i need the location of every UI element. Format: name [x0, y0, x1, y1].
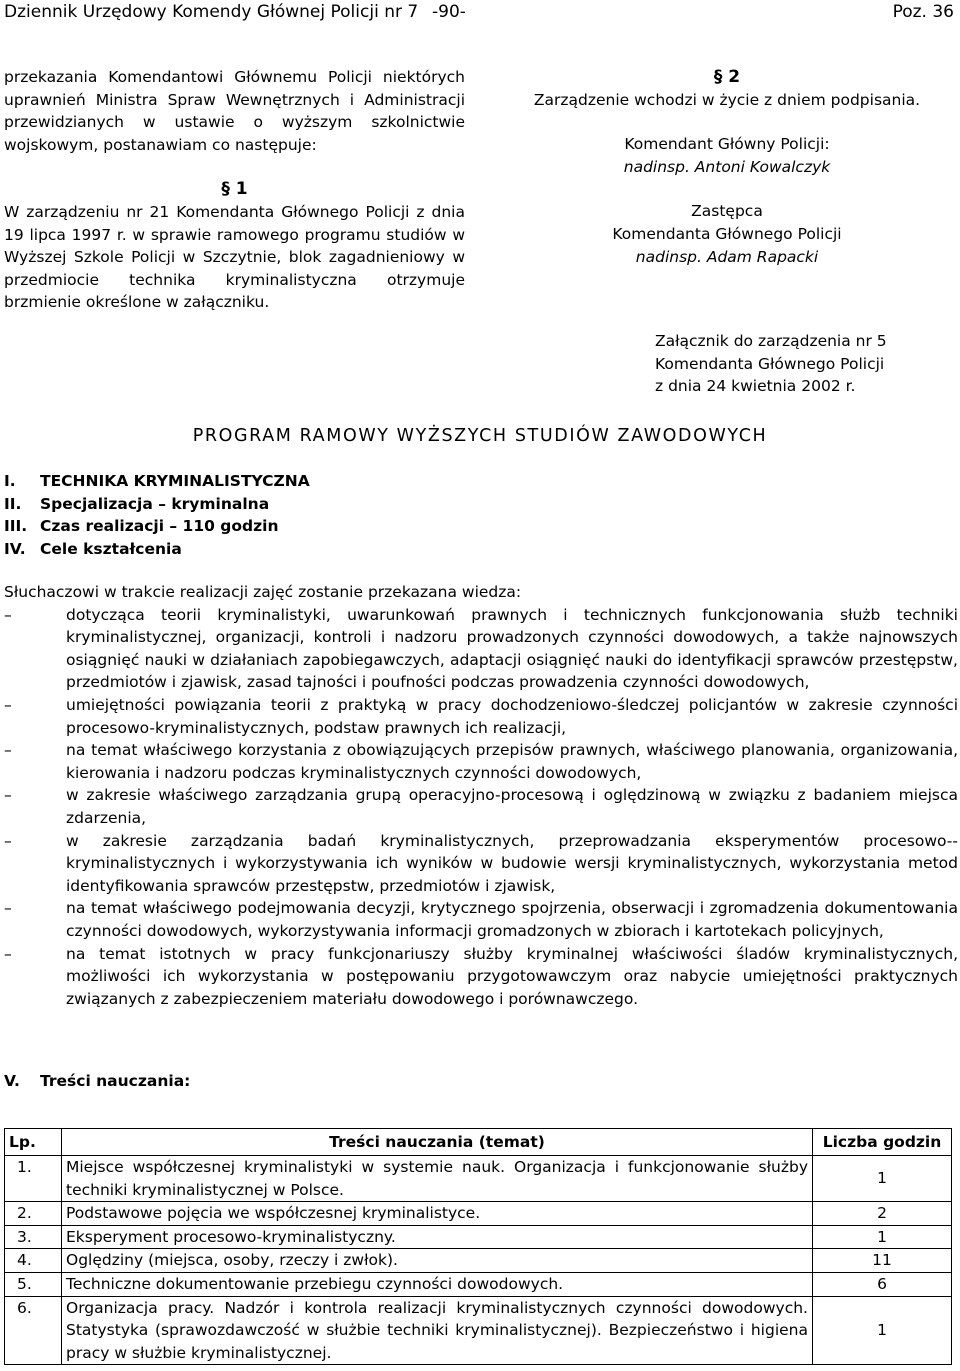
outline-text: Cele kształcenia [40, 539, 182, 558]
section-1-text: W zarządzeniu nr 21 Komendanta Głównego Policji z dnia 19 lipca 1997 r. w sprawie ramowego programu studiów w Wyższej Szkole Policji w Szczytnie, blok zagadnieniowy w przedmiocie technika kryminalistyczna otrzymuje brzmienie określone w załączniku. [4, 202, 465, 312]
right-column [498, 66, 956, 268]
table-row [5, 1272, 952, 1296]
table-header-row [5, 1129, 952, 1156]
outline-number: IV. [4, 539, 26, 558]
row-lp: 2. [5, 1202, 62, 1226]
outline-item [4, 538, 310, 561]
row-lp: 3. [5, 1225, 62, 1249]
table-row [5, 1156, 952, 1202]
outline-item [4, 470, 310, 493]
list-item-text: w zakresie zarządzania badań kryminalistycznych, przeprowadzania eksperymentów procesowo--kryminalistycznych i wykorzystywania ich wyników w budowie wersji kryminalistycznych, wykorzystania metod identyfikowania sprawców przestępstw, przedmiotów i zjawisk, [66, 831, 958, 895]
table-row [5, 1249, 952, 1273]
curriculum-table [4, 1128, 952, 1365]
row-topic: Podstawowe pojęcia we współczesnej kryminalistyce. [62, 1202, 813, 1226]
learning-goals [4, 581, 958, 1010]
list-item-text: w zakresie właściwego zarządzania grupą operacyjno-procesową i oględzinową w związku z badaniem miejsca zdarzenia, [66, 786, 958, 827]
row-hours: 6 [813, 1272, 952, 1296]
section-5-number: V. [4, 1072, 20, 1090]
dash-bullet: – [4, 605, 12, 624]
program-outline [4, 470, 310, 560]
annex-line-1: Załącznik do zarządzenia nr 5 [655, 332, 887, 350]
intro-paragraph: przekazania Komendantowi Głównemu Policji niektórych uprawnień Ministra Spraw Wewnętrznych i Administracji przewidzianych w ustawie o wyższym szkolnictwie wojskowym, postanawiam co następuje: [4, 68, 465, 154]
header-lp: Lp. [5, 1129, 62, 1156]
table-row [5, 1296, 952, 1365]
row-lp: 6. [5, 1296, 62, 1365]
annex-line-3: z dnia 24 kwietnia 2002 r. [655, 377, 856, 396]
list-item [4, 784, 958, 829]
outline-item [4, 515, 310, 538]
row-topic: Organizacja pracy. Nadzór i kontrola realizacji kryminalistycznych czynności dowodowych. Statystyka (sprawozdawczość w służbie techniki kryminalistycznej). Bezpieczeństwo i higiena pracy w służbie kryminalistycznej. [62, 1296, 813, 1365]
signer-1-name: nadinsp. Antoni Kowalczyk [623, 157, 831, 176]
position-number: Poz. 36 [892, 2, 954, 22]
section-2-heading: § 2 [713, 67, 741, 87]
outline-text: Specjalizacja – kryminalna [40, 494, 270, 513]
signer-2-title-1: Zastępca [691, 202, 763, 221]
row-hours: 1 [813, 1296, 952, 1365]
dash-bullet: – [4, 741, 12, 760]
outline-number: I. [4, 472, 16, 490]
row-lp: 4. [5, 1249, 62, 1273]
row-topic: Techniczne dokumentowanie przebiegu czynności dowodowych. [62, 1272, 813, 1296]
list-item-text: na temat właściwego korzystania z obowiązujących przepisów prawnych, właściwego planowania, organizowania, kierowania i nadzoru podczas kryminalistycznych czynności dowodowych, [66, 741, 958, 782]
section-1-heading: § 1 [221, 179, 248, 200]
dash-bullet: – [4, 786, 12, 805]
row-hours: 1 [813, 1225, 952, 1249]
list-item [4, 604, 958, 694]
row-hours: 1 [813, 1156, 952, 1202]
list-item [4, 830, 958, 898]
section-2-text: Zarządzenie wchodzi w życie z dniem podpisania. [533, 90, 921, 109]
list-item [4, 739, 958, 784]
list-item-text: dotycząca teorii kryminalistyki, uwarunkowań prawnych i technicznych funkcjonowania służb techniki kryminalistycznej, organizacji, kontroli i nadzoru prowadzonych czynności dowodowych, a także najnowszych osiągnięć nauki w działaniach zapobiegawczych, adaptacji osiągnięć nauki do identyfikacji sprawców przestępstw, przedmiotów i zjawisk, zasad tajności i poufności podczas prowadzenia czynności dowodowych, [66, 605, 958, 692]
outline-item [4, 493, 310, 516]
dash-bullet: – [4, 944, 12, 963]
row-topic: Eksperyment procesowo-kryminalistyczny. [62, 1225, 813, 1249]
list-item [4, 943, 958, 1011]
outline-text: Czas realizacji – 110 godzin [40, 517, 279, 536]
dash-bullet: – [4, 831, 12, 850]
list-item [4, 694, 958, 739]
list-item-text: na temat istotnych w pracy funkcjonariuszy służby kryminalnej właściwości śladów kryminalistycznych, możliwości ich wykorzystania w postępowaniu przygotowawczym oraz nabycie umiejętności praktycznych związanych z zabezpieczeniem materiału dowodowego i porównawczego. [66, 944, 958, 1008]
section-5-heading [4, 1072, 190, 1090]
row-hours: 11 [813, 1249, 952, 1273]
journal-title: Dziennik Urzędowy Komendy Głównej Policji nr 7 [4, 2, 419, 22]
list-item [4, 897, 958, 942]
page-number: -90- [432, 2, 466, 22]
annex-note [655, 330, 955, 398]
row-lp: 5. [5, 1272, 62, 1296]
page-header [4, 2, 954, 24]
left-column [4, 66, 465, 314]
signer-2-title-2: Komendanta Głównego Policji [612, 224, 842, 243]
header-hours: Liczba godzin [813, 1129, 952, 1156]
row-topic: Miejsce współczesnej kryminalistyki w systemie nauk. Organizacja i funkcjonowanie służby techniki kryminalistycznej w Polsce. [62, 1156, 813, 1202]
program-title: PROGRAM RAMOWY WYŻSZYCH STUDIÓW ZAWODOWYCH [192, 426, 768, 446]
row-topic: Oględziny (miejsca, osoby, rzeczy i zwłok). [62, 1249, 813, 1273]
header-topic: Treści nauczania (temat) [62, 1129, 813, 1156]
signer-2-name: nadinsp. Adam Rapacki [635, 247, 819, 266]
dash-bullet: – [4, 695, 12, 714]
row-lp: 1. [5, 1156, 62, 1202]
annex-line-2: Komendanta Głównego Policji [655, 354, 885, 373]
dash-bullet: – [4, 899, 12, 918]
outline-text: TECHNIKA KRYMINALISTYCZNA [40, 472, 310, 490]
outline-number: III. [4, 517, 28, 536]
outline-number: II. [4, 494, 22, 513]
row-hours: 2 [813, 1202, 952, 1226]
list-item-text: na temat właściwego podejmowania decyzji, krytycznego spojrzenia, obserwacji i zgromadzenia dokumentowania czynności dowodowych, wykorzystywania informacji gromadzonych w zbiorach i kartotekach policyjnych, [66, 899, 958, 940]
signer-1-title: Komendant Główny Policji: [624, 135, 830, 154]
list-item-text: umiejętności powiązania teorii z praktyką w pracy dochodzeniowo-śledczej policjantów w zakresie czynności procesowo-kryminalistycznych, podstaw prawnych ich realizacji, [66, 695, 958, 737]
table-row [5, 1225, 952, 1249]
table-row [5, 1202, 952, 1226]
section-5-title: Treści nauczania: [40, 1072, 191, 1090]
goals-intro: Słuchaczowi w trakcie realizacji zajęć zostanie przekazana wiedza: [4, 583, 522, 601]
